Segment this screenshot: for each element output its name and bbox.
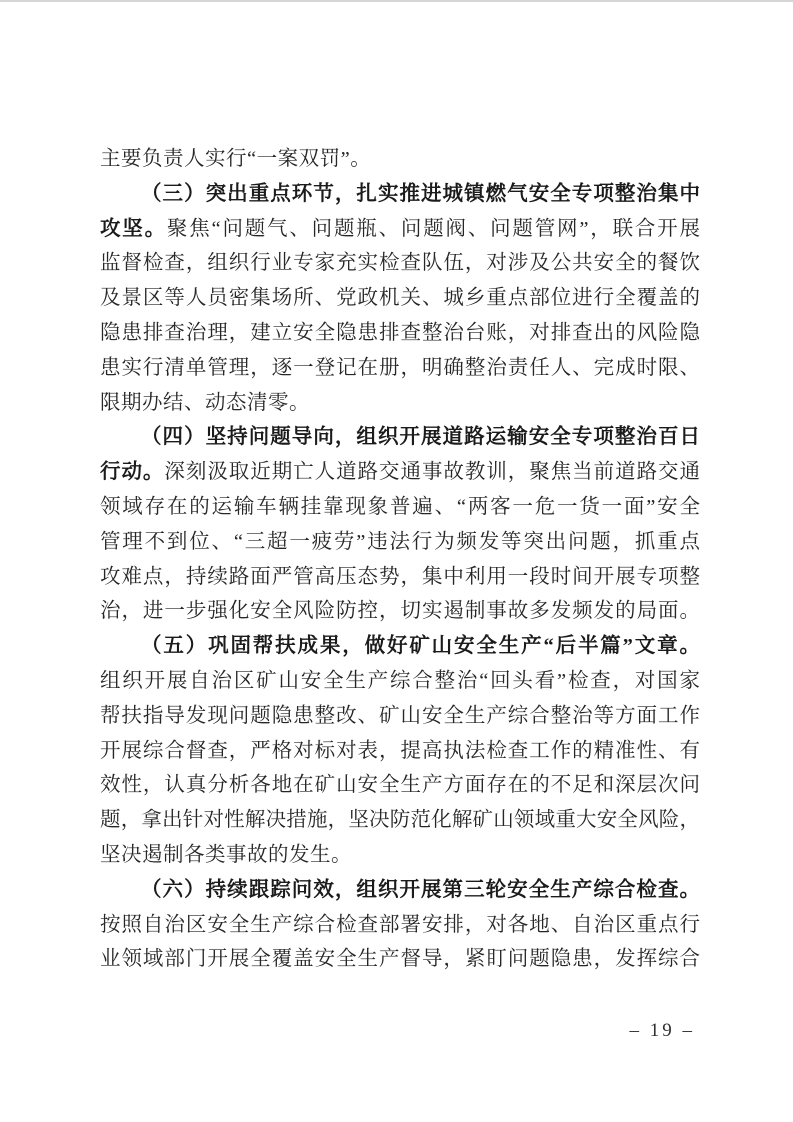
text-line [100,490,700,525]
text-segment: 及景区等人员密集场所、党政机关、城乡重点部位进行全覆盖的 [100,287,700,310]
text-segment: 患实行清单管理，逐一登记在册，明确整治责任人、完成时限、 [100,356,700,379]
text-line [100,908,700,943]
text-segment: 帮扶指导发现问题隐患整改、矿山安全生产综合整治等方面工作 [100,704,700,727]
text-segment: 效性，认真分析各地在矿山安全生产方面存在的不足和深层次问 [100,774,700,797]
text-line [100,768,700,803]
text-line [100,942,700,977]
text-line [100,560,700,595]
text-line [100,664,700,699]
text-segment-bold: （五）巩固帮扶成果，做好矿山安全生产“后半篇”文章。 [141,635,700,658]
text-segment: 按照自治区安全生产综合检查部署安排，对各地、自治区重点行 [100,913,700,936]
text-segment: 组织开展自治区矿山安全生产综合整治“回头看”检查，对国家 [100,669,700,692]
text-segment: 聚焦“问题气、问题瓶、问题阀、问题管网”，联合开展 [166,217,700,240]
text-segment: 业领域部门开展全覆盖安全生产督导，紧盯问题隐患，发挥综合 [100,948,700,971]
text-segment: 隐患排查治理，建立安全隐患排查整治台账，对排查出的风险隐 [100,321,700,344]
text-line [100,281,700,316]
text-line [100,386,700,421]
document-body [100,142,700,977]
text-line [100,212,700,247]
text-segment: 开展综合督查，严格对标对表，提高执法检查工作的精准性、有 [100,739,700,762]
text-segment-bold: （六）持续跟踪问效，组织开展第三轮安全生产综合检查。 [141,878,700,901]
text-line [100,838,700,873]
page-number: – 19 – [629,1020,695,1041]
text-segment-bold: （四）坚持问题导向，组织开展道路运输安全专项整治百日 [141,426,700,449]
text-line [100,873,700,908]
text-line [100,246,700,281]
text-line [100,803,700,838]
text-segment: 坚决遏制各类事故的发生。 [100,843,352,866]
text-segment-bold: （三）突出重点环节，扎实推进城镇燃气安全专项整治集中 [141,182,700,205]
text-line [100,351,700,386]
text-segment: 管理不到位、“三超一疲劳”违法行为频发等突出问题，抓重点 [100,530,700,553]
text-line [100,629,700,664]
text-segment: 监督检查，组织行业专家充实检查队伍，对涉及公共安全的餐饮 [100,252,700,275]
text-line [100,420,700,455]
text-line [100,455,700,490]
text-line [100,734,700,769]
text-line [100,699,700,734]
text-segment: 限期办结、动态清零。 [100,391,310,414]
text-segment: 攻难点，持续路面严管高压态势，集中利用一段时间开展专项整 [100,565,700,588]
text-line [100,594,700,629]
text-segment: 主要负责人实行“一案双罚”。 [100,148,372,170]
text-segment: 题，拿出针对性解决措施，坚决防范化解矿山领域重大安全风险， [100,809,700,832]
text-segment-bold: 攻坚。 [100,217,167,240]
text-line [100,316,700,351]
scan-edge-line [0,0,793,2]
text-segment: 深刻汲取近期亡人道路交通事故教训，聚焦当前道路交通 [164,461,701,484]
text-line [100,525,700,560]
text-line [100,142,700,177]
text-line [100,177,700,212]
text-segment: 领域存在的运输车辆挂靠现象普遍、“两客一危一货一面”安全 [100,495,700,518]
text-segment-bold: 行动。 [100,461,165,484]
text-segment: 治，进一步强化安全风险防控，切实遏制事故多发频发的局面。 [100,600,700,623]
